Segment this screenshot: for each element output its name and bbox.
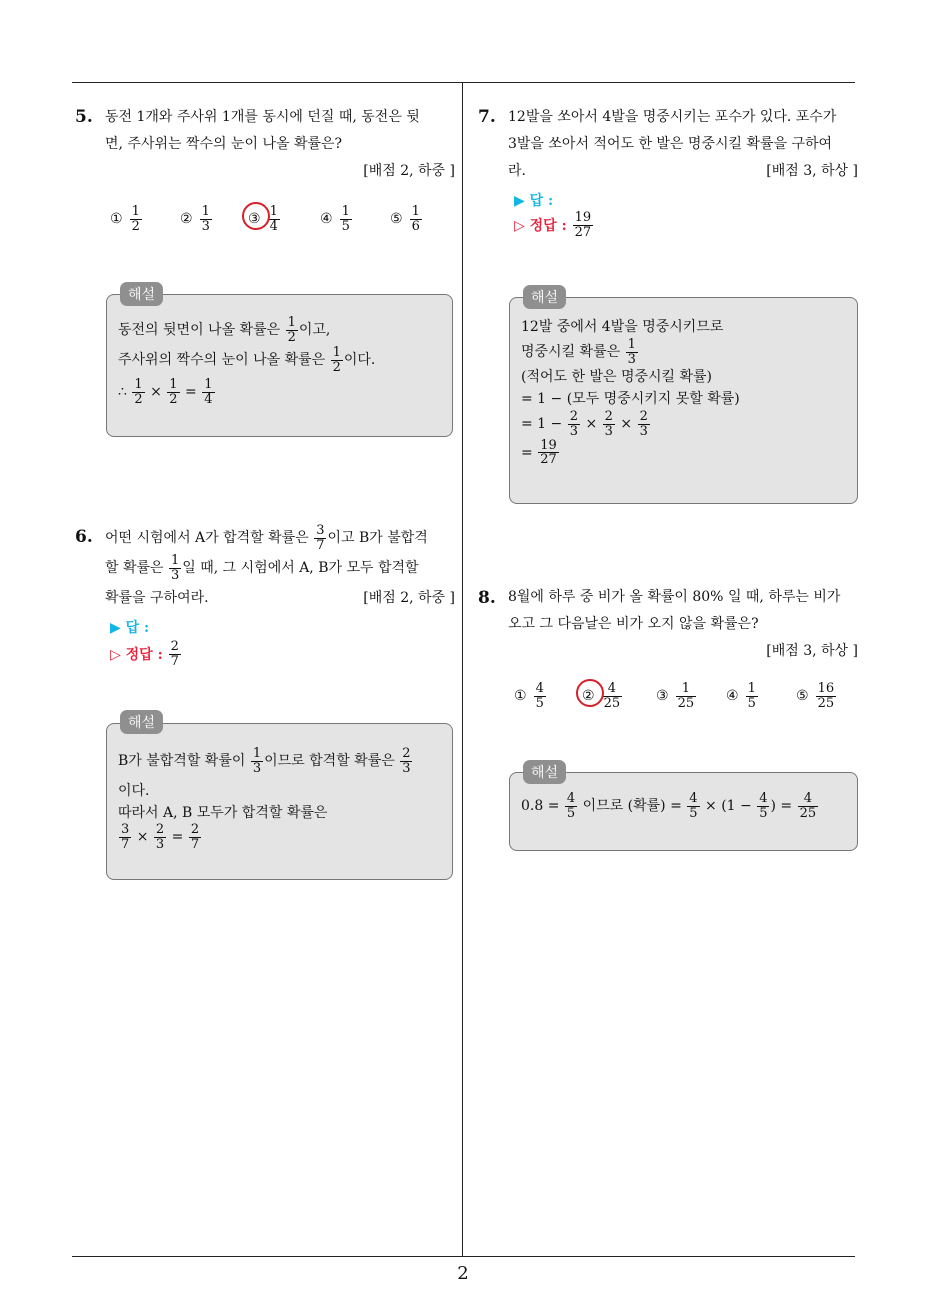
q7-solution-text: 12발 중에서 4발을 명중시키므로 명중시킬 확률은 $\frac{1}{3}$ (적어도 한 발은 명중시킬 확률) = 1 − (모두 명중시키지 못할 확률) = 1 − $\frac{2}{3}$ × $\frac{2}{3}$ × $\frac{2}{3}$ = $\frac{19}{27}$ — [521, 319, 740, 468]
q5-number: 5. — [75, 107, 93, 127]
q7-text: 12발을 쏘아서 4발을 명중시키는 포수가 있다. 포수가 3발을 쏘아서 적어도 한 발은 명중시킬 확률을 구하여 라. [배점 3, 하상 ] — [508, 104, 858, 185]
q8-option-5[interactable]: ⑤ $\frac{16}{25}$ — [796, 681, 835, 711]
q5-solution-text: 동전의 뒷면이 나올 확률은 $\frac{1}{2}$ 이고, 주사위의 짝수의 눈이 나올 확률은 $\frac{1}{2}$ 이다. ∴ $\frac{1}{2}$ × $\frac{1}{2}$ = $\frac{1}{4}$ — [118, 315, 376, 407]
column-divider — [462, 82, 463, 1257]
q8-score: [배점 3, 하상 ] — [766, 643, 858, 659]
q6-text: 어떤 시험에서 A가 합격할 확률은 $\frac{3}{7}$ 이고 B가 불합격 할 확률은 $\frac{1}{3}$ 일 때, 그 시험에서 A, B가 모두 합격할 확률을 구하여라. [배점 2, 하중 ] — [105, 523, 455, 613]
selected-answer-mark — [576, 679, 604, 707]
q8-solution-tag: 해설 — [523, 760, 566, 784]
q8-option-3[interactable]: ③ $\frac{1}{25}$ — [656, 681, 695, 711]
q5-text — [105, 104, 455, 185]
q6-solution-text: B가 불합격할 확률이 $\frac{1}{3}$ 이므로 합격할 확률은 $\frac{2}{3}$ 이다. 따라서 A, B 모두가 합격할 확률은 $\frac{3}{7}$ × $\frac{2}{3}$ = $\frac{2}{7}$ — [118, 745, 411, 852]
q5-score: [배점 2, 하중 ] — [363, 163, 455, 179]
q7-number: 7. — [478, 107, 496, 127]
q8-option-1[interactable]: ① $\frac{4}{5}$ — [514, 681, 544, 711]
q7-answer-label: ▶ 답 : — [514, 193, 554, 209]
q8-number: 8. — [478, 588, 496, 608]
q8-option-2[interactable]: ② $\frac{4}{25}$ — [582, 682, 656, 710]
q5-option-5[interactable]: ⑤ $\frac{1}{6}$ — [390, 204, 420, 234]
q5-options — [110, 205, 423, 233]
q8-solution-text: 0.8 = $\frac{4}{5}$ 이므로 (확률) = $\frac{4}{5}$ × (1 − $\frac{4}{5}$ ) = $\frac{4}{25}$ — [521, 791, 817, 821]
q6-number: 6. — [75, 527, 93, 547]
q6-correct: ▷ 정답 : $\frac{2}{7}$ — [110, 639, 179, 669]
q5-line1: 동전 1개와 주사위 1개를 동시에 던질 때, 동전은 뒷 — [105, 109, 420, 125]
q7-correct: ▷ 정답 : $\frac{19}{27}$ — [514, 210, 592, 240]
q5-option-3[interactable]: ③ $\frac{1}{4}$ — [248, 205, 320, 233]
page-number: 2 — [457, 1263, 469, 1284]
q8-option-4[interactable]: ④ $\frac{1}{5}$ — [726, 681, 756, 711]
q7-score: [배점 3, 하상 ] — [766, 163, 858, 179]
q5-option-2[interactable]: ② $\frac{1}{3}$ — [180, 204, 210, 234]
q6-answer-label: ▶ 답 : — [110, 620, 150, 636]
q6-score: [배점 2, 하중 ] — [363, 590, 455, 606]
q8-text: 8월에 하루 중 비가 올 확률이 80% 일 때, 하루는 비가 오고 그 다음날은 비가 오지 않을 확률은? [배점 3, 하상 ] — [508, 584, 858, 665]
q5-option-4[interactable]: ④ $\frac{1}{5}$ — [320, 204, 350, 234]
selected-answer-mark — [242, 202, 270, 230]
q8-options — [514, 682, 837, 710]
top-rule — [72, 82, 855, 83]
q5-line2: 면, 주사위는 짝수의 눈이 나올 확률은? — [105, 136, 343, 152]
q6-solution-tag: 해설 — [120, 710, 163, 734]
bottom-rule — [72, 1256, 855, 1257]
q5-solution-tag: 해설 — [120, 282, 163, 306]
q7-solution-tag: 해설 — [523, 285, 566, 309]
q5-option-1[interactable]: ① $\frac{1}{2}$ — [110, 204, 140, 234]
